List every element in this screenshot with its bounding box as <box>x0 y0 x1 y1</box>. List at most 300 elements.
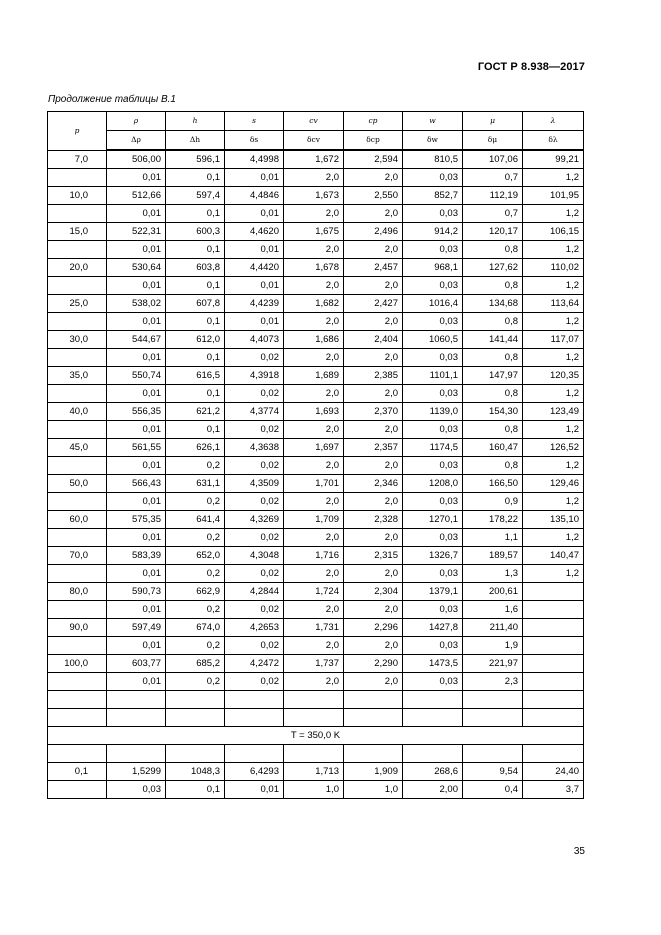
empty-cell <box>523 691 584 709</box>
table-row-values <box>48 763 584 781</box>
section-title: T = 350,0 K <box>48 727 584 745</box>
value-cell: 166,50 <box>463 475 523 493</box>
header-enthalpy: h <box>166 112 225 131</box>
uncertainty-cell: 0,2 <box>166 601 225 619</box>
uncertainty-cell: 0,1 <box>166 313 225 331</box>
value-cell: 4,3048 <box>225 547 284 565</box>
uncertainty-cell: 0,01 <box>225 277 284 295</box>
pressure-cell: 90,0 <box>48 619 107 637</box>
empty-cell <box>403 709 463 727</box>
header-cv <box>284 112 344 131</box>
empty-cell <box>225 691 284 709</box>
uncertainty-cell: 1,1 <box>463 529 523 547</box>
uncertainty-cell: 0,02 <box>225 349 284 367</box>
uncertainty-cell: 0,01 <box>107 637 166 655</box>
empty-cell <box>463 745 523 763</box>
value-cell: 1,682 <box>284 295 344 313</box>
value-cell: 4,4846 <box>225 187 284 205</box>
header-enthalpy-unc: Δh <box>166 131 225 151</box>
empty-cell <box>344 709 403 727</box>
uncertainty-cell: 0,02 <box>225 493 284 511</box>
value-cell: 134,68 <box>463 295 523 313</box>
uncertainty-cell: 2,0 <box>284 565 344 583</box>
value-cell: 550,74 <box>107 367 166 385</box>
value-cell: 1,672 <box>284 150 344 169</box>
value-cell: 1,697 <box>284 439 344 457</box>
uncertainty-cell: 0,1 <box>166 421 225 439</box>
value-cell: 221,97 <box>463 655 523 673</box>
uncertainty-cell: 0,9 <box>463 493 523 511</box>
value-cell: 566,43 <box>107 475 166 493</box>
empty-cell <box>107 691 166 709</box>
pressure-cell-empty <box>48 565 107 583</box>
table-row-uncertainty <box>48 169 584 187</box>
value-cell: 2,304 <box>344 583 403 601</box>
uncertainty-cell: 0,1 <box>166 781 225 799</box>
table-row-empty <box>48 691 584 709</box>
table-row-values <box>48 367 584 385</box>
table-row-empty <box>48 709 584 727</box>
uncertainty-cell: 2,0 <box>284 277 344 295</box>
pressure-cell-empty <box>48 493 107 511</box>
value-cell: 2,346 <box>344 475 403 493</box>
value-cell: 556,35 <box>107 403 166 421</box>
uncertainty-cell: 0,01 <box>107 241 166 259</box>
uncertainty-cell: 0,01 <box>225 313 284 331</box>
value-cell: 1,701 <box>284 475 344 493</box>
uncertainty-cell: 2,0 <box>344 205 403 223</box>
empty-cell <box>403 745 463 763</box>
uncertainty-cell: 1,0 <box>284 781 344 799</box>
value-cell: 106,15 <box>523 223 584 241</box>
empty-cell <box>523 745 584 763</box>
uncertainty-cell: 0,1 <box>166 349 225 367</box>
uncertainty-cell: 0,03 <box>403 385 463 403</box>
value-cell: 1,909 <box>344 763 403 781</box>
header-viscosity: μ <box>463 112 523 131</box>
pressure-cell-empty <box>48 457 107 475</box>
value-cell: 603,8 <box>166 259 225 277</box>
value-cell: 522,31 <box>107 223 166 241</box>
uncertainty-cell: 1,2 <box>523 205 584 223</box>
header-cv-unc: δcv <box>284 131 344 151</box>
uncertainty-cell: 0,01 <box>107 565 166 583</box>
uncertainty-cell: 2,0 <box>284 637 344 655</box>
empty-cell <box>463 709 523 727</box>
value-cell: 140,47 <box>523 547 584 565</box>
value-cell: 1,716 <box>284 547 344 565</box>
table-row-uncertainty <box>48 493 584 511</box>
header-sound-speed: w <box>403 112 463 131</box>
value-cell: 101,95 <box>523 187 584 205</box>
uncertainty-cell: 1,2 <box>523 241 584 259</box>
uncertainty-cell: 0,03 <box>403 277 463 295</box>
header-cp-text: cp <box>368 116 378 125</box>
pressure-cell-empty <box>48 781 107 799</box>
value-cell: 2,370 <box>344 403 403 421</box>
header-row-2 <box>48 131 584 151</box>
header-conductivity: λ <box>523 112 584 131</box>
value-cell: 1270,1 <box>403 511 463 529</box>
value-cell: 6,4293 <box>225 763 284 781</box>
uncertainty-cell: 0,8 <box>463 349 523 367</box>
value-cell: 4,2653 <box>225 619 284 637</box>
table-row-values <box>48 475 584 493</box>
document-code: ГОСТ Р 8.938—2017 <box>477 61 585 73</box>
pressure-cell: 20,0 <box>48 259 107 277</box>
value-cell: 512,66 <box>107 187 166 205</box>
value-cell: 160,47 <box>463 439 523 457</box>
value-cell: 1,724 <box>284 583 344 601</box>
uncertainty-cell: 0,03 <box>403 313 463 331</box>
uncertainty-cell: 2,0 <box>344 637 403 655</box>
empty-cell <box>284 745 344 763</box>
value-cell: 561,55 <box>107 439 166 457</box>
pressure-cell-empty <box>48 169 107 187</box>
uncertainty-cell: 0,01 <box>225 781 284 799</box>
value-cell: 914,2 <box>403 223 463 241</box>
empty-cell <box>344 691 403 709</box>
empty-cell <box>166 745 225 763</box>
value-cell: 4,4073 <box>225 331 284 349</box>
table-row-values <box>48 187 584 205</box>
value-cell: 1,689 <box>284 367 344 385</box>
uncertainty-cell: 1,3 <box>463 565 523 583</box>
uncertainty-cell: 1,2 <box>523 421 584 439</box>
table-body <box>48 112 584 799</box>
table-row-uncertainty <box>48 781 584 799</box>
value-cell: 200,61 <box>463 583 523 601</box>
uncertainty-cell: 0,01 <box>225 241 284 259</box>
value-cell: 2,315 <box>344 547 403 565</box>
uncertainty-cell: 0,8 <box>463 277 523 295</box>
uncertainty-cell: 1,2 <box>523 277 584 295</box>
uncertainty-cell: 0,03 <box>403 493 463 511</box>
value-cell: 4,4998 <box>225 150 284 169</box>
uncertainty-cell: 0,02 <box>225 421 284 439</box>
table-row-uncertainty <box>48 529 584 547</box>
value-cell: 652,0 <box>166 547 225 565</box>
uncertainty-cell: 2,0 <box>284 529 344 547</box>
uncertainty-cell: 1,2 <box>523 349 584 367</box>
value-cell <box>523 583 584 601</box>
uncertainty-cell: 2,0 <box>344 673 403 691</box>
uncertainty-cell: 2,0 <box>344 385 403 403</box>
uncertainty-cell: 0,01 <box>107 169 166 187</box>
uncertainty-cell: 2,0 <box>284 169 344 187</box>
pressure-cell-empty <box>48 205 107 223</box>
section-row <box>48 727 584 745</box>
pressure-cell-empty <box>48 421 107 439</box>
table-row-values <box>48 511 584 529</box>
uncertainty-cell: 2,0 <box>344 241 403 259</box>
pressure-cell: 30,0 <box>48 331 107 349</box>
value-cell: 189,57 <box>463 547 523 565</box>
header-cp <box>344 112 403 131</box>
pressure-cell: 0,1 <box>48 763 107 781</box>
uncertainty-cell: 2,0 <box>284 205 344 223</box>
table-caption: Продолжение таблицы В.1 <box>48 94 176 105</box>
pressure-cell: 70,0 <box>48 547 107 565</box>
uncertainty-cell: 3,7 <box>523 781 584 799</box>
uncertainty-cell: 0,4 <box>463 781 523 799</box>
uncertainty-cell: 0,8 <box>463 241 523 259</box>
value-cell: 544,67 <box>107 331 166 349</box>
pressure-cell: 35,0 <box>48 367 107 385</box>
uncertainty-cell: 0,03 <box>403 457 463 475</box>
value-cell: 538,02 <box>107 295 166 313</box>
table-row-uncertainty <box>48 205 584 223</box>
value-cell: 1326,7 <box>403 547 463 565</box>
value-cell: 4,3918 <box>225 367 284 385</box>
uncertainty-cell: 0,01 <box>107 529 166 547</box>
value-cell: 506,00 <box>107 150 166 169</box>
uncertainty-cell: 2,0 <box>284 313 344 331</box>
value-cell: 810,5 <box>403 150 463 169</box>
uncertainty-cell: 1,6 <box>463 601 523 619</box>
empty-cell <box>284 709 344 727</box>
value-cell: 530,64 <box>107 259 166 277</box>
uncertainty-cell: 0,02 <box>225 457 284 475</box>
value-cell: 1208,0 <box>403 475 463 493</box>
uncertainty-cell: 2,0 <box>284 385 344 403</box>
value-cell: 590,73 <box>107 583 166 601</box>
uncertainty-cell: 1,0 <box>344 781 403 799</box>
empty-cell <box>166 691 225 709</box>
value-cell: 1473,5 <box>403 655 463 673</box>
uncertainty-cell: 0,01 <box>107 601 166 619</box>
header-entropy-unc: δs <box>225 131 284 151</box>
empty-cell <box>225 709 284 727</box>
value-cell: 4,3269 <box>225 511 284 529</box>
uncertainty-cell: 2,0 <box>344 565 403 583</box>
uncertainty-cell: 2,0 <box>284 421 344 439</box>
uncertainty-cell: 0,1 <box>166 277 225 295</box>
value-cell: 621,2 <box>166 403 225 421</box>
value-cell: 4,3774 <box>225 403 284 421</box>
empty-cell <box>403 691 463 709</box>
uncertainty-cell: 0,2 <box>166 493 225 511</box>
header-density-unc: Δρ <box>107 131 166 151</box>
pressure-cell: 40,0 <box>48 403 107 421</box>
value-cell: 147,97 <box>463 367 523 385</box>
value-cell: 1,675 <box>284 223 344 241</box>
table-row-values <box>48 223 584 241</box>
value-cell: 583,39 <box>107 547 166 565</box>
value-cell: 123,49 <box>523 403 584 421</box>
table-row-values <box>48 150 584 169</box>
uncertainty-cell: 2,0 <box>284 457 344 475</box>
value-cell: 4,3509 <box>225 475 284 493</box>
header-density: ρ <box>107 112 166 131</box>
uncertainty-cell: 0,01 <box>107 349 166 367</box>
uncertainty-cell: 0,01 <box>107 313 166 331</box>
table-row-uncertainty <box>48 277 584 295</box>
header-pressure: p <box>48 112 107 151</box>
value-cell: 1139,0 <box>403 403 463 421</box>
value-cell: 211,40 <box>463 619 523 637</box>
value-cell: 616,5 <box>166 367 225 385</box>
value-cell: 178,22 <box>463 511 523 529</box>
pressure-cell: 25,0 <box>48 295 107 313</box>
uncertainty-cell: 0,01 <box>107 421 166 439</box>
uncertainty-cell: 0,01 <box>107 205 166 223</box>
uncertainty-cell: 0,1 <box>166 169 225 187</box>
value-cell: 2,427 <box>344 295 403 313</box>
uncertainty-cell: 0,01 <box>107 277 166 295</box>
uncertainty-cell: 0,02 <box>225 601 284 619</box>
uncertainty-cell <box>523 673 584 691</box>
empty-cell <box>344 745 403 763</box>
value-cell: 2,550 <box>344 187 403 205</box>
uncertainty-cell: 0,03 <box>403 637 463 655</box>
uncertainty-cell: 0,02 <box>225 385 284 403</box>
property-table <box>47 111 584 799</box>
page-number: 35 <box>573 846 585 857</box>
value-cell: 1379,1 <box>403 583 463 601</box>
header-row-1 <box>48 112 584 131</box>
table-row-values <box>48 439 584 457</box>
uncertainty-cell: 0,01 <box>107 493 166 511</box>
uncertainty-cell: 2,0 <box>344 349 403 367</box>
header-viscosity-unc: δμ <box>463 131 523 151</box>
value-cell: 110,02 <box>523 259 584 277</box>
value-cell: 2,328 <box>344 511 403 529</box>
uncertainty-cell: 0,02 <box>225 673 284 691</box>
table-row-empty <box>48 745 584 763</box>
value-cell: 117,07 <box>523 331 584 349</box>
value-cell: 129,46 <box>523 475 584 493</box>
value-cell: 24,40 <box>523 763 584 781</box>
table-row-values <box>48 547 584 565</box>
empty-cell <box>107 745 166 763</box>
value-cell: 1,5299 <box>107 763 166 781</box>
uncertainty-cell: 1,2 <box>523 565 584 583</box>
pressure-cell-empty <box>48 601 107 619</box>
uncertainty-cell: 2,0 <box>344 457 403 475</box>
value-cell: 1,678 <box>284 259 344 277</box>
uncertainty-cell: 0,8 <box>463 385 523 403</box>
value-cell: 4,4620 <box>225 223 284 241</box>
value-cell: 268,6 <box>403 763 463 781</box>
value-cell: 575,35 <box>107 511 166 529</box>
pressure-cell-empty <box>48 277 107 295</box>
value-cell: 1,713 <box>284 763 344 781</box>
empty-cell <box>48 709 107 727</box>
value-cell: 1,686 <box>284 331 344 349</box>
value-cell: 603,77 <box>107 655 166 673</box>
value-cell: 4,2844 <box>225 583 284 601</box>
value-cell: 641,4 <box>166 511 225 529</box>
uncertainty-cell: 2,0 <box>344 421 403 439</box>
value-cell: 1016,4 <box>403 295 463 313</box>
value-cell: 4,2472 <box>225 655 284 673</box>
uncertainty-cell: 1,2 <box>523 529 584 547</box>
uncertainty-cell: 1,9 <box>463 637 523 655</box>
uncertainty-cell: 1,2 <box>523 313 584 331</box>
value-cell: 141,44 <box>463 331 523 349</box>
uncertainty-cell: 0,01 <box>107 673 166 691</box>
uncertainty-cell: 0,2 <box>166 457 225 475</box>
empty-cell <box>107 709 166 727</box>
uncertainty-cell: 0,7 <box>463 205 523 223</box>
uncertainty-cell: 0,8 <box>463 421 523 439</box>
table-row-values <box>48 619 584 637</box>
value-cell: 4,4420 <box>225 259 284 277</box>
uncertainty-cell: 2,0 <box>344 601 403 619</box>
table-row-values <box>48 655 584 673</box>
value-cell: 626,1 <box>166 439 225 457</box>
pressure-cell: 10,0 <box>48 187 107 205</box>
value-cell: 2,296 <box>344 619 403 637</box>
value-cell: 1101,1 <box>403 367 463 385</box>
value-cell: 107,06 <box>463 150 523 169</box>
value-cell: 1,731 <box>284 619 344 637</box>
table-row-uncertainty <box>48 565 584 583</box>
pressure-cell: 7,0 <box>48 150 107 169</box>
table-row-values <box>48 259 584 277</box>
header-sound-speed-unc: δw <box>403 131 463 151</box>
empty-cell <box>284 691 344 709</box>
value-cell: 1,673 <box>284 187 344 205</box>
value-cell: 2,290 <box>344 655 403 673</box>
value-cell: 607,8 <box>166 295 225 313</box>
uncertainty-cell: 1,2 <box>523 493 584 511</box>
uncertainty-cell: 2,0 <box>284 601 344 619</box>
pressure-cell-empty <box>48 241 107 259</box>
table-row-uncertainty <box>48 421 584 439</box>
header-conductivity-unc: δλ <box>523 131 584 151</box>
table-row-uncertainty <box>48 349 584 367</box>
value-cell: 126,52 <box>523 439 584 457</box>
uncertainty-cell: 0,03 <box>403 349 463 367</box>
uncertainty-cell: 2,0 <box>344 313 403 331</box>
uncertainty-cell: 2,0 <box>284 241 344 259</box>
table-row-uncertainty <box>48 313 584 331</box>
table-row-values <box>48 295 584 313</box>
pressure-cell: 50,0 <box>48 475 107 493</box>
uncertainty-cell: 0,1 <box>166 241 225 259</box>
table-row-uncertainty <box>48 241 584 259</box>
uncertainty-cell <box>523 601 584 619</box>
value-cell: 1,709 <box>284 511 344 529</box>
value-cell: 1048,3 <box>166 763 225 781</box>
uncertainty-cell: 1,2 <box>523 385 584 403</box>
uncertainty-cell: 0,02 <box>225 529 284 547</box>
uncertainty-cell: 0,01 <box>225 205 284 223</box>
pressure-cell: 60,0 <box>48 511 107 529</box>
value-cell: 596,1 <box>166 150 225 169</box>
uncertainty-cell: 0,03 <box>403 421 463 439</box>
pressure-cell: 100,0 <box>48 655 107 673</box>
header-cv-text: cv <box>309 116 318 125</box>
empty-cell <box>523 709 584 727</box>
uncertainty-cell: 0,8 <box>463 457 523 475</box>
value-cell: 2,594 <box>344 150 403 169</box>
value-cell: 113,64 <box>523 295 584 313</box>
uncertainty-cell: 2,0 <box>344 277 403 295</box>
value-cell: 2,357 <box>344 439 403 457</box>
pressure-cell-empty <box>48 349 107 367</box>
uncertainty-cell: 0,03 <box>403 205 463 223</box>
table-row-uncertainty <box>48 457 584 475</box>
pressure-cell-empty <box>48 529 107 547</box>
uncertainty-cell: 0,03 <box>403 529 463 547</box>
value-cell: 1,737 <box>284 655 344 673</box>
header-entropy: s <box>225 112 284 131</box>
uncertainty-cell: 2,0 <box>284 673 344 691</box>
uncertainty-cell: 0,2 <box>166 529 225 547</box>
